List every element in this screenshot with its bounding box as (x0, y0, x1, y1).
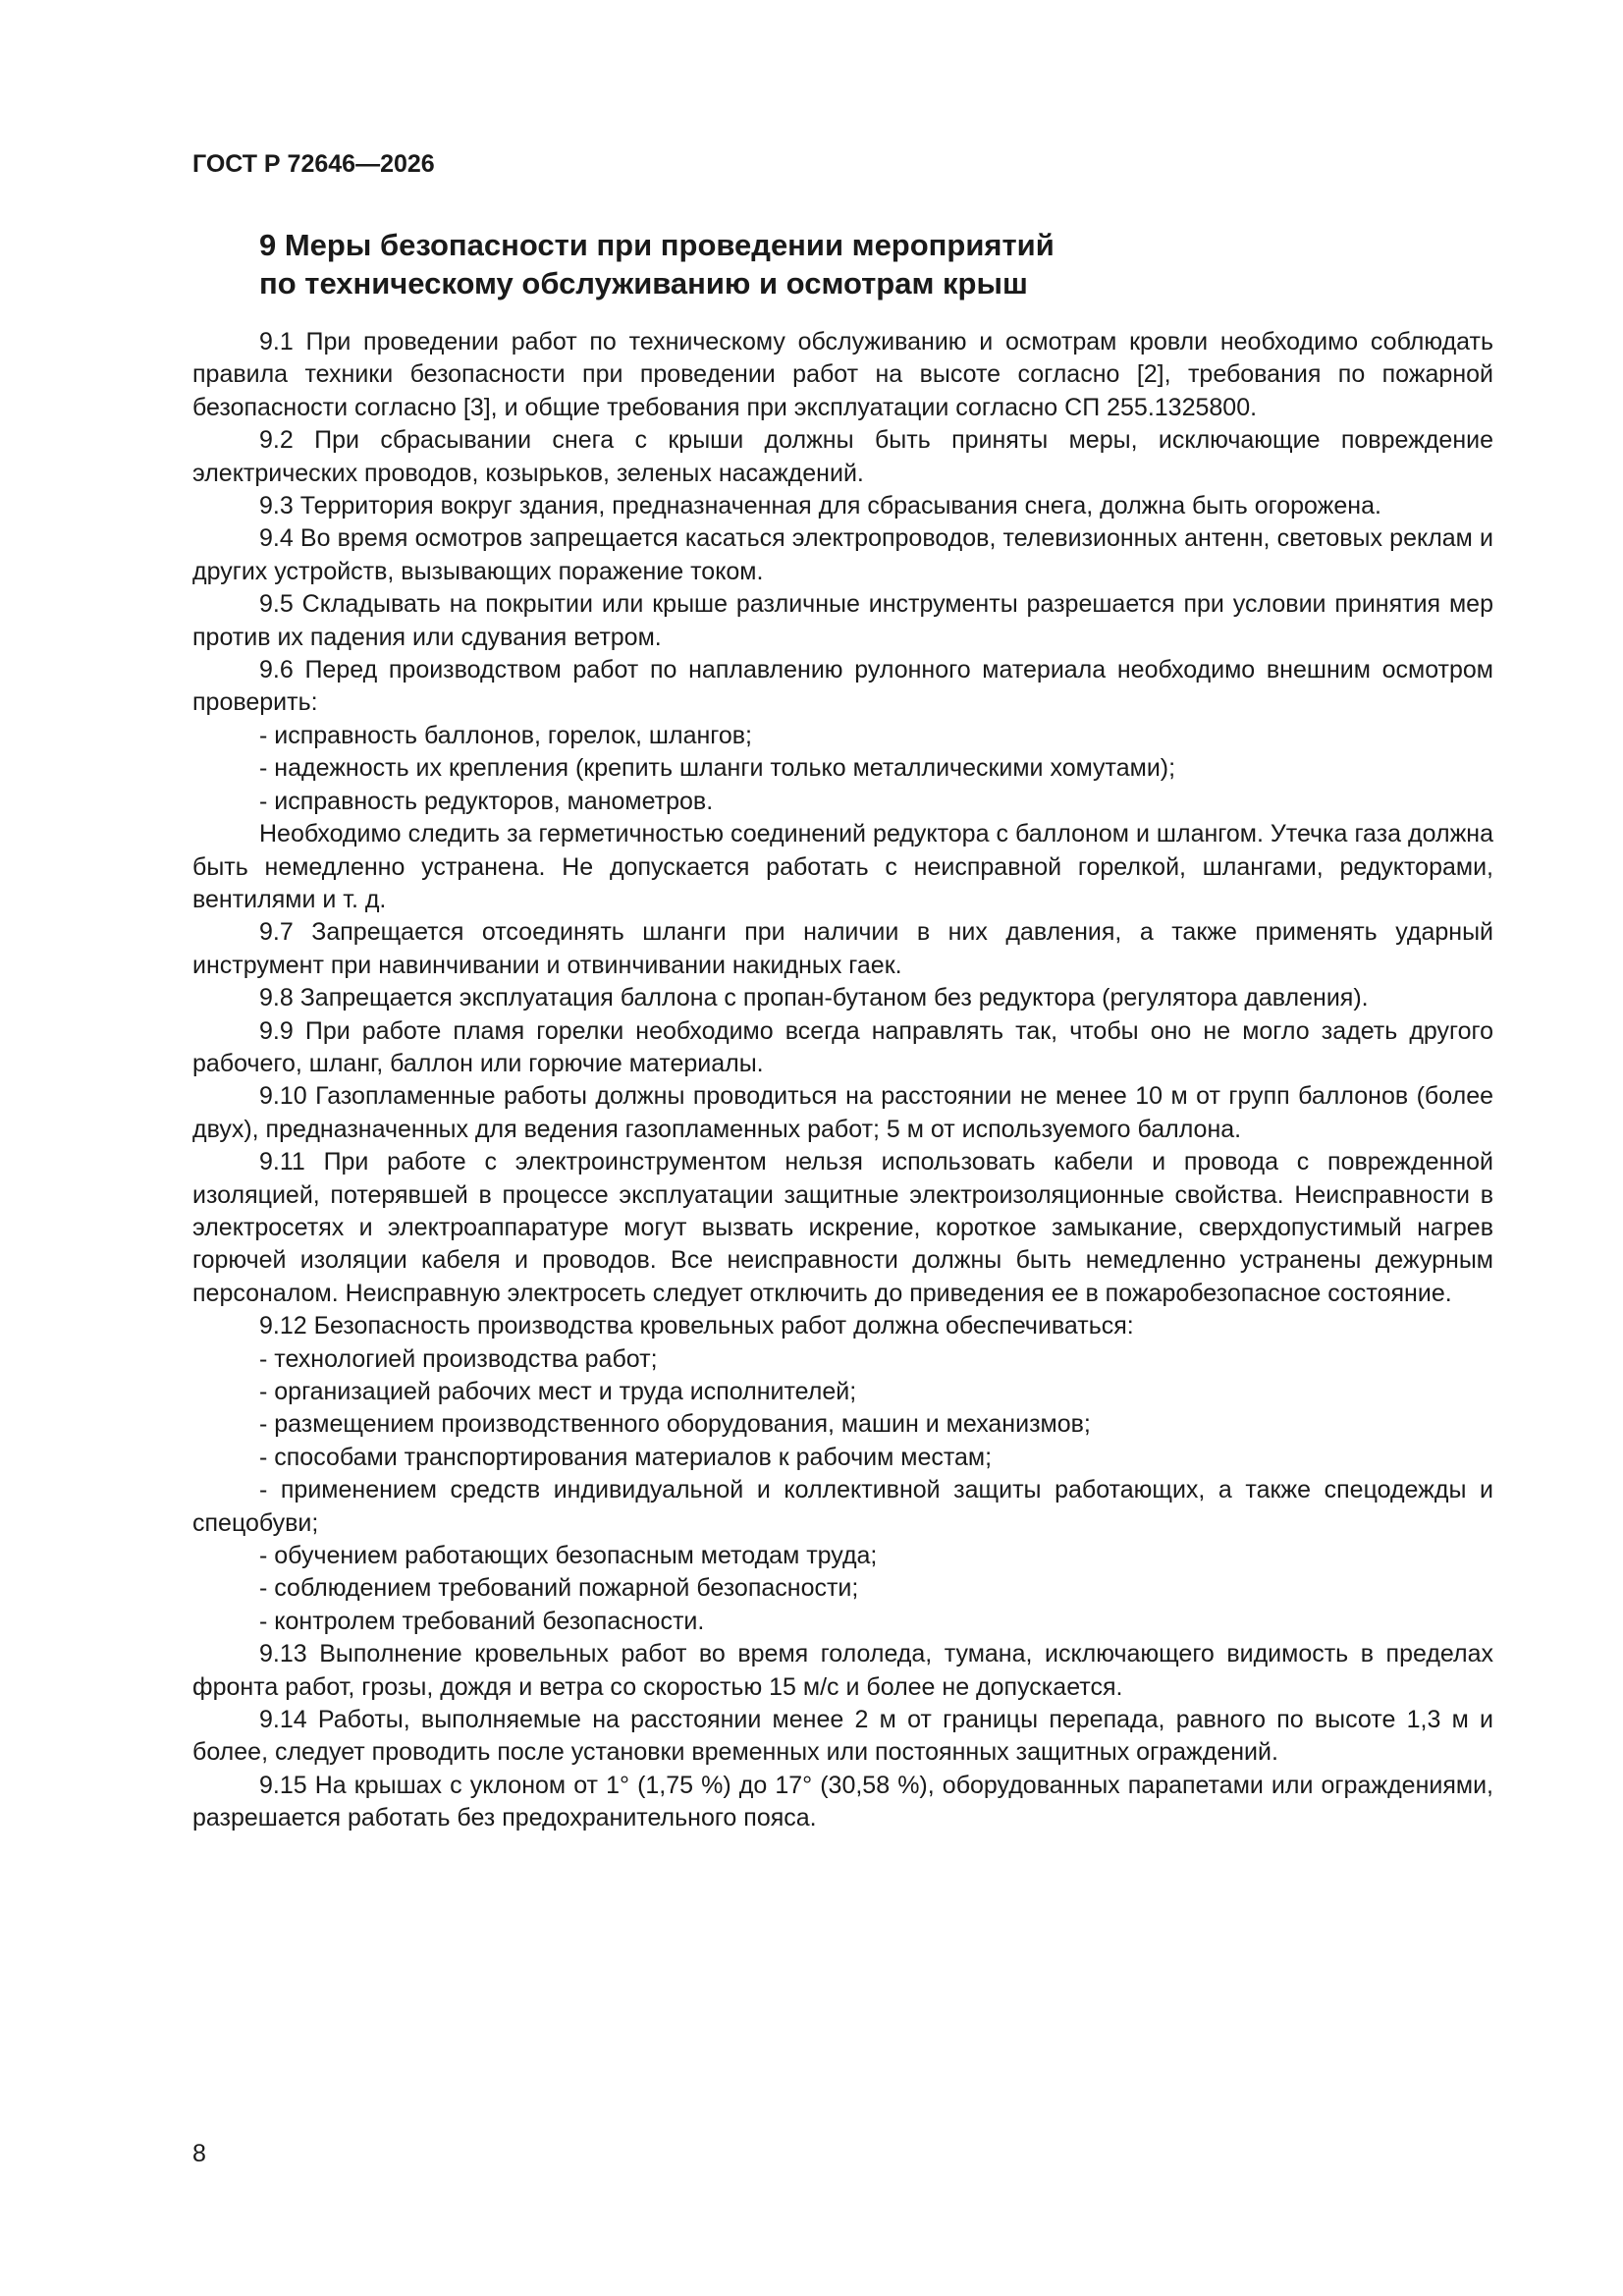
paragraph-9-14: 9.14 Работы, выполняемые на расстоянии менее 2 м от границы перепада, равного по высоте 1,3 м и более, следует проводить после установки временных или постоянных защитных ограждений. (192, 1706, 1493, 1767)
paragraph-9-1: 9.1 При проведении работ по техническому обслуживанию и осмотрам кровли необходимо соблюдать правила техники безопасности при проведении работ на высоте согласно [2], требования по пожарной безопасности согласно [3], и общие требования при эксплуатации согласно СП 255.1325800. (192, 328, 1493, 421)
section-title (259, 226, 1437, 302)
section-body (192, 326, 1493, 1835)
list-item: - обучением работающих безопасным методам труда; (259, 1542, 878, 1570)
document-code-header: ГОСТ Р 72646—2026 (192, 150, 435, 178)
paragraph-9-7: 9.7 Запрещается отсоединять шланги при наличии в них давления, а также применять ударный инструмент при навинчивании и отвинчивании накидных гаек. (192, 918, 1493, 979)
section-title-line-2: по техническому обслуживанию и осмотрам крыш (259, 266, 1028, 301)
list-item: - размещением производственного оборудования, машин и механизмов; (259, 1410, 1091, 1439)
paragraph-9-12: 9.12 Безопасность производства кровельных работ должна обеспечиваться: (259, 1312, 1134, 1340)
list-item: - соблюдением требований пожарной безопасности; (259, 1574, 859, 1603)
paragraph-9-5: 9.5 Складывать на покрытии или крыше различные инструменты разрешается при условии принятия мер против их падения или сдувания ветром. (192, 590, 1493, 651)
paragraph-9-11: 9.11 При работе с электроинструментом нельзя использовать кабели и провода с поврежденной изоляцией, потерявшей в процессе эксплуатации защитные электроизоляционные свойства. Неисправности в электросетях и электроаппаратуре могут вызвать искрение, короткое замыкание, сверхдопустимый нагрев горючей изоляции кабеля и проводов. Все неисправности должны быть немедленно устранены дежурным персоналом. Неисправную электросеть следует отключить до приведения ее в пожаробезопасное состояние. (192, 1148, 1493, 1307)
paragraph-9-15: 9.15 На крышах с уклоном от 1° (1,75 %) до 17° (30,58 %), оборудованных парапетами или ограждениями, разрешается работать без предохранительного пояса. (192, 1771, 1493, 1832)
page-number: 8 (192, 2140, 206, 2167)
list-item: - организацией рабочих мест и труда исполнителей; (259, 1378, 857, 1405)
paragraph-9-3: 9.3 Территория вокруг здания, предназначенная для сбрасывания снега, должна быть огорожена. (259, 492, 1381, 520)
paragraph-9-6: 9.6 Перед производством работ по наплавлению рулонного материала необходимо внешним осмотром проверить: (192, 656, 1493, 717)
paragraph-9-4: 9.4 Во время осмотров запрещается касаться электропроводов, телевизионных антенн, световых реклам и других устройств, вызывающих поражение током. (192, 524, 1493, 585)
paragraph-9-6-note: Необходимо следить за герметичностью соединений редуктора с баллоном и шлангом. Утечка газа должна быть немедленно устранена. Не допускается работать с неисправной горелкой, шлангами, редукторами, вентилями и т. д. (192, 820, 1493, 913)
section-title-line-1: 9 Меры безопасности при проведении мероприятий (259, 228, 1055, 262)
paragraph-9-13: 9.13 Выполнение кровельных работ во время гололеда, тумана, исключающего видимость в пределах фронта работ, грозы, дождя и ветра со скоростью 15 м/с и более не допускается. (192, 1640, 1493, 1701)
list-item: - надежность их крепления (крепить шланги только металлическими хомутами); (259, 754, 1176, 783)
paragraph-9-10: 9.10 Газопламенные работы должны проводиться на расстоянии не менее 10 м от групп баллонов (более двух), предназначенных для ведения газопламенных работ; 5 м от используемого баллона. (192, 1082, 1493, 1143)
paragraph-9-9: 9.9 При работе пламя горелки необходимо всегда направлять так, чтобы оно не могло задеть другого рабочего, шланг, баллон или горючие материалы. (192, 1016, 1493, 1077)
paragraph-9-2: 9.2 При сбрасывании снега с крыши должны быть приняты меры, исключающие повреждение электрических проводов, козырьков, зеленых насаждений. (192, 426, 1493, 487)
list-item: - технологией производства работ; (259, 1344, 658, 1373)
list-item: - контролем требований безопасности. (259, 1607, 705, 1635)
paragraph-9-8: 9.8 Запрещается эксплуатация баллона с пропан-бутаном без редуктора (регулятора давления). (259, 984, 1369, 1012)
list-item: - исправность баллонов, горелок, шлангов; (259, 721, 752, 749)
list-item: - исправность редукторов, манометров. (259, 787, 714, 815)
list-item: - способами транспортирования материалов к рабочим местам; (259, 1443, 993, 1471)
list-item: - применением средств индивидуальной и коллективной защиты работающих, а также спецодежды и спецобуви; (192, 1476, 1493, 1537)
